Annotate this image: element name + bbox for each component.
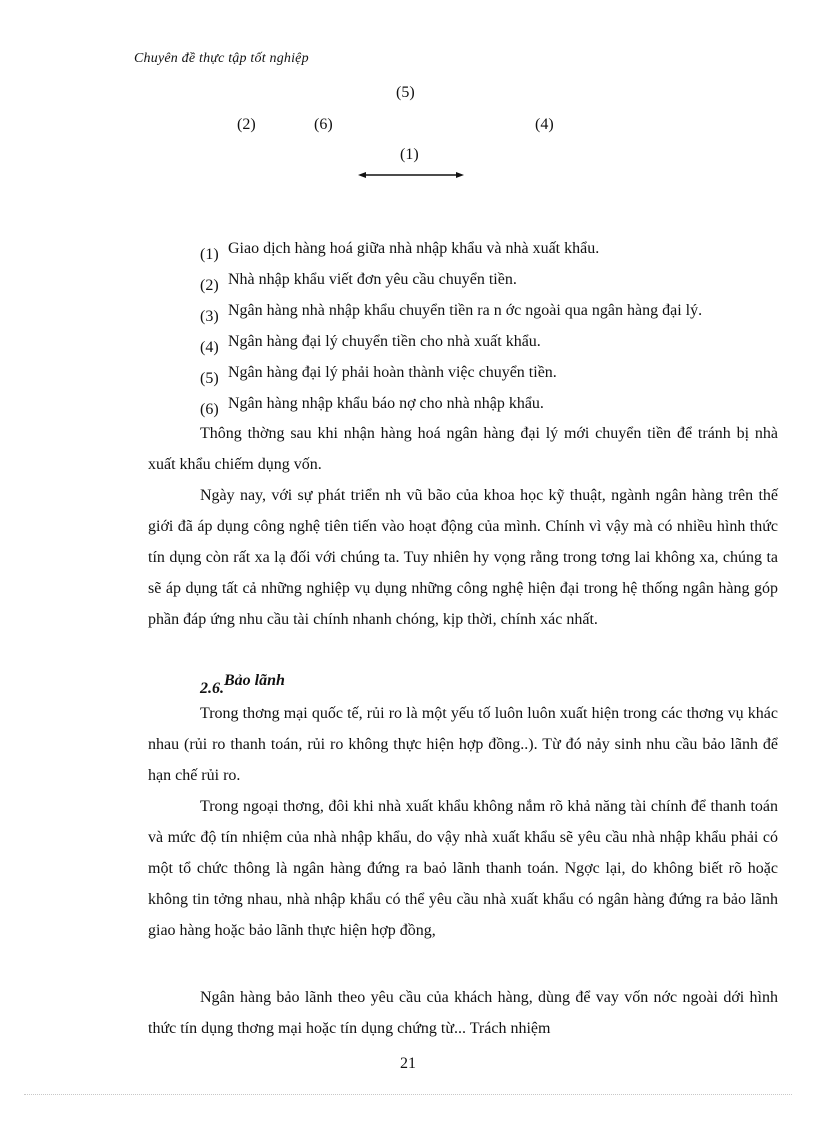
legend-number: (6) — [200, 401, 219, 418]
page-number: 21 — [400, 1055, 416, 1072]
running-header: Chuyên đề thực tập tốt nghiệp — [134, 51, 309, 66]
paragraph-text: Thông thờng sau khi nhận hàng hoá ngân hàng đại lý mới chuyển tiền để tránh bị nhà xuất khẩu chiếm dụng vốn. — [148, 425, 778, 473]
section-number: 2.6. — [200, 680, 224, 697]
paragraph — [148, 418, 778, 480]
paragraph — [148, 982, 778, 1044]
legend-text: Ngân hàng đại lý chuyển tiền cho nhà xuất khẩu. — [228, 333, 541, 350]
paragraph — [148, 480, 778, 635]
legend-item — [200, 271, 517, 294]
legend-number: (3) — [200, 308, 219, 325]
legend-text: Nhà nhập khẩu viết đơn yêu cầu chuyển tiền. — [228, 271, 517, 288]
diagram-label-2: (2) — [237, 116, 256, 133]
legend-text: Ngân hàng đại lý phải hoàn thành việc chuyển tiền. — [228, 364, 557, 381]
paragraph-text: Ngân hàng bảo lãnh theo yêu cầu của khách hàng, dùng để vay vốn nớc ngoài dới hình thức tín dụng thơng mại hoặc tín dụng chứng từ... Trách nhiệm — [148, 989, 778, 1037]
paragraph-text: Trong ngoại thơng, đôi khi nhà xuất khẩu không nắm rõ khả năng tài chính để thanh toán và mức độ tín nhiệm của nhà nhập khẩu, do vậy nhà xuất khẩu sẽ yêu cầu nhà nhập khẩu phải có một tổ chức thông là ngân hàng đứng ra baỏ lãnh thanh toán. Ngợc lại, do không biết rõ hoặc không tin tởng nhau, nhà nhập khẩu có thể yêu cầu nhà xuất khẩu có ngân hàng đứng ra bảo lãnh giao hàng hoặc bảo lãnh thực hiện hợp đồng, — [148, 798, 778, 939]
paragraph — [148, 791, 778, 946]
legend-item — [200, 240, 600, 263]
legend-text: Ngân hàng nhập khẩu báo nợ cho nhà nhập khẩu. — [228, 395, 544, 412]
page-bottom-rule — [24, 1094, 792, 1095]
legend-number: (5) — [200, 370, 219, 387]
legend-item — [200, 364, 557, 387]
legend-text: Ngân hàng nhà nhập khẩu chuyển tiền ra n ớc ngoài qua ngân hàng đại lý. — [228, 302, 703, 319]
paragraph — [148, 698, 778, 791]
diagram-label-1: (1) — [400, 146, 419, 163]
paragraph-text: Ngày nay, với sự phát triển nh vũ bão của khoa học kỹ thuật, ngành ngân hàng trên thế giới đã áp dụng công nghệ tiên tiến vào hoạt động của mình. Chính vì vậy mà có nhiều hình thức tín dụng còn rất xa lạ đối với chúng ta. Tuy nhiên hy vọng rằng trong tơng lai không xa, chúng ta sẽ áp dụng tất cả những nghiệp vụ dụng những công nghệ hiện đại trong hệ thống ngân hàng góp phần đáp ứng nhu cầu tài chính nhanh chóng, kịp thời, chính xác nhất. — [148, 487, 778, 628]
legend-item — [200, 395, 544, 418]
section-title: Bảo lãnh — [224, 672, 285, 689]
legend-item — [200, 302, 703, 325]
legend-number: (4) — [200, 339, 219, 356]
diagram-label-4: (4) — [535, 116, 554, 133]
legend-number: (2) — [200, 277, 219, 294]
double-arrow-icon — [358, 169, 464, 181]
section-heading — [200, 672, 285, 697]
diagram-label-5: (5) — [396, 84, 415, 101]
legend-item — [200, 333, 541, 356]
diagram-label-6: (6) — [314, 116, 333, 133]
legend-text: Giao dịch hàng hoá giữa nhà nhập khẩu và nhà xuất khẩu. — [228, 240, 600, 257]
paragraph-text: Trong thơng mại quốc tế, rủi ro là một yếu tố luôn luôn xuất hiện trong các thơng vụ khác nhau (rủi ro thanh toán, rủi ro không thực hiện hợp đồng..). Từ đó nảy sinh nhu cầu bảo lãnh để hạn chế rủi ro. — [148, 705, 778, 784]
legend-number: (1) — [200, 246, 219, 263]
